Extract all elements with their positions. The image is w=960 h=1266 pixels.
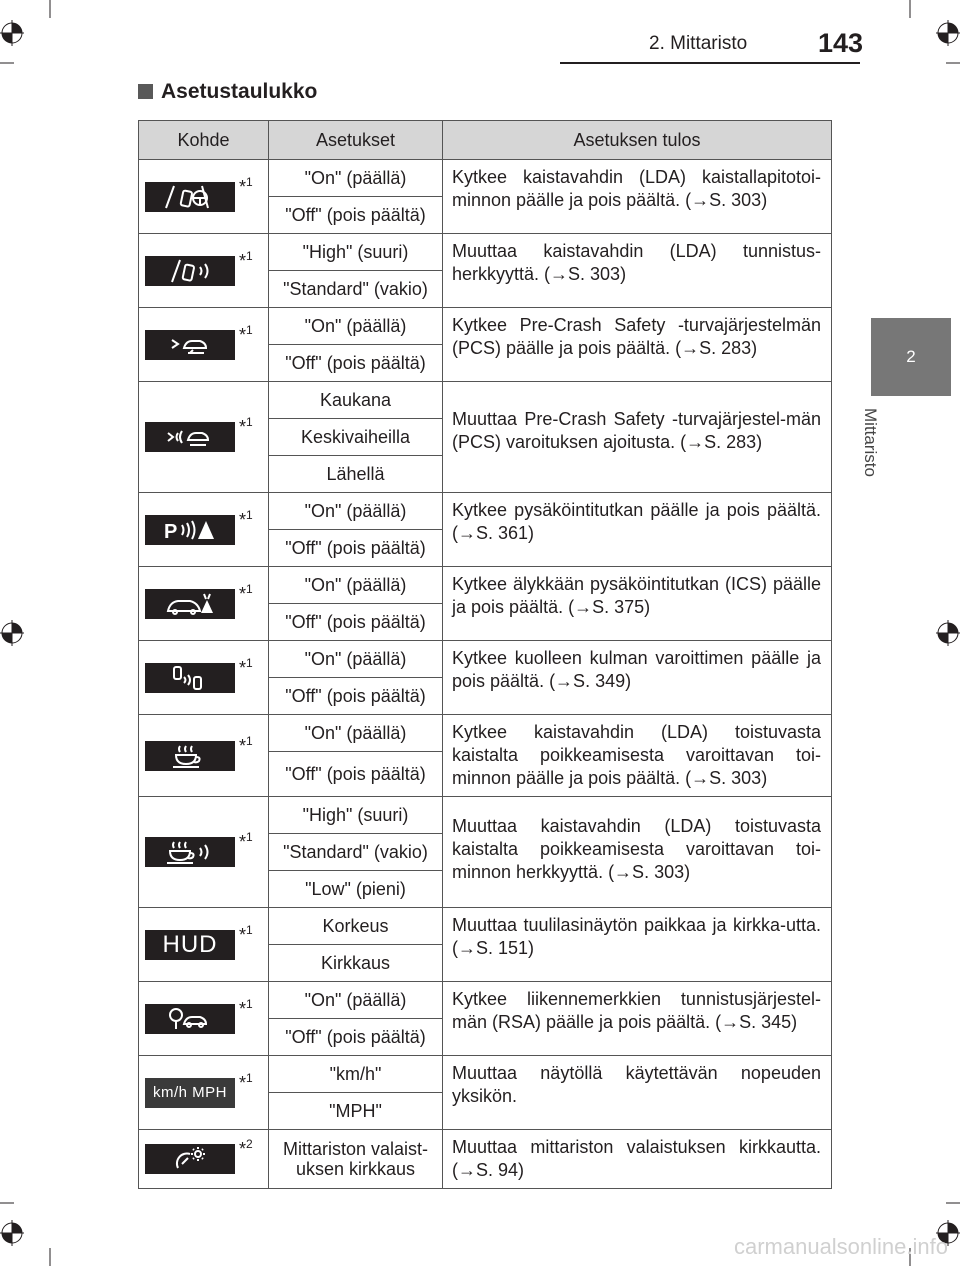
footnote-number: 1 xyxy=(246,1070,253,1085)
footnote-marker: *$^1$ xyxy=(239,655,253,678)
table-row xyxy=(139,308,832,345)
result-cell xyxy=(443,1056,832,1130)
kohde-cell xyxy=(139,908,269,982)
option-cell: "On" (päällä) xyxy=(269,567,443,604)
sway-warning-icon xyxy=(145,741,235,771)
option-cell: "High" (suuri) xyxy=(269,234,443,271)
option-cell: "On" (päällä) xyxy=(269,641,443,678)
result-text: Muuttaa mittariston valaistuksen kirkkautta. (→S. 94) xyxy=(452,1137,821,1180)
option-cell: "On" (päällä) xyxy=(269,160,443,197)
kohde-cell xyxy=(139,308,269,382)
lane-departure-sensitivity-icon xyxy=(145,256,235,286)
footnote-number: 2 xyxy=(246,1137,253,1152)
table-row xyxy=(139,982,832,1019)
result-text: Muuttaa Pre-Crash Safety -turvajärjestel-män (PCS) varoituksen ajoitusta. (→S. 283) xyxy=(452,409,821,452)
column-header-kohde: Kohde xyxy=(139,121,269,160)
chapter-tab: 2 xyxy=(871,318,951,396)
result-cell xyxy=(443,982,832,1056)
result-cell xyxy=(443,382,832,493)
result-text: Kytkee liikennemerkkien tunnistusjärjestel-män (RSA) päälle ja pois päältä. (→S. 345) xyxy=(452,989,821,1032)
chapter-label-text: Mittaristo xyxy=(861,408,880,477)
table-row xyxy=(139,160,832,197)
speed-unit-icon-text: km/h MPH xyxy=(152,1084,227,1101)
watermark: carmanualsonline.info xyxy=(733,1234,948,1259)
footnote-marker: *$^1$ xyxy=(239,248,253,271)
hud-icon xyxy=(145,930,235,960)
meter-brightness-icon xyxy=(145,1144,235,1174)
kohde-cell xyxy=(139,382,269,493)
result-cell xyxy=(443,1130,832,1189)
chapter-label xyxy=(861,408,900,488)
footnote-number: 1 xyxy=(246,830,253,845)
result-text: Muuttaa tuulilasinäytön paikkaa ja kirkka-utta. (→S. 151) xyxy=(452,915,821,958)
footnote-marker: *$^1$ xyxy=(239,733,253,756)
result-text: Kytkee kaistavahdin (LDA) toistuvasta kaistalta poikkeamisesta varoittavan toi-minnon päälle ja pois päältä. (→S. 303) xyxy=(452,722,821,788)
result-text: Kytkee kuolleen kulman varoittimen päälle ja pois päältä. (→S. 349) xyxy=(452,648,821,691)
table-row xyxy=(139,641,832,678)
pre-crash-safety-icon xyxy=(145,330,235,360)
footnote-number: 1 xyxy=(246,581,253,596)
option-cell: "Off" (pois päältä) xyxy=(269,604,443,641)
option-cell: "On" (päällä) xyxy=(269,493,443,530)
result-cell xyxy=(443,493,832,567)
table-row xyxy=(139,908,832,945)
footnote-number: 1 xyxy=(246,996,253,1011)
table-row xyxy=(139,1130,832,1189)
footnote-marker: *$^1$ xyxy=(239,922,253,945)
kohde-cell xyxy=(139,797,269,908)
option-cell: "Off" (pois päältä) xyxy=(269,197,443,234)
header-rule xyxy=(560,62,860,64)
table-row xyxy=(139,715,832,752)
option-cell: "Off" (pois päältä) xyxy=(269,678,443,715)
option-cell: "Off" (pois päältä) xyxy=(269,530,443,567)
footnote-number: 1 xyxy=(246,733,253,748)
footnote-number: 1 xyxy=(246,415,253,430)
footnote-marker: *$^1$ xyxy=(239,322,253,345)
option-cell: "High" (suuri) xyxy=(269,797,443,834)
result-text: Kytkee pysäköintitutkan päälle ja pois päältä. (→S. 361) xyxy=(452,500,821,543)
parking-sensor-icon xyxy=(145,515,235,545)
option-cell: Korkeus xyxy=(269,908,443,945)
kohde-cell xyxy=(139,567,269,641)
kohde-cell xyxy=(139,1056,269,1130)
column-header-tulos: Asetuksen tulos xyxy=(443,121,832,160)
settings-table xyxy=(138,120,832,1189)
footnote-marker: *$^1$ xyxy=(239,830,253,853)
table-row xyxy=(139,234,832,271)
table-row xyxy=(139,382,832,419)
result-text: Muuttaa kaistavahdin (LDA) tunnistus-herkkyyttä. (→S. 303) xyxy=(452,241,821,284)
result-text: Muuttaa kaistavahdin (LDA) toistuvasta kaistalta poikkeamisesta varoittavan toi-minnon herkkyyttä. (→S. 303) xyxy=(452,816,821,882)
heading-square-icon xyxy=(138,84,153,99)
footnote-number: 1 xyxy=(246,922,253,937)
option-cell: "Standard" (vakio) xyxy=(269,271,443,308)
kohde-cell xyxy=(139,234,269,308)
page-number: 143 xyxy=(818,28,864,58)
svg-text:P: P xyxy=(164,520,178,543)
kohde-cell xyxy=(139,641,269,715)
section-heading xyxy=(138,80,317,104)
footnote-number: 1 xyxy=(246,507,253,522)
option-cell: "Off" (pois päältä) xyxy=(269,1019,443,1056)
option-cell: Kirkkaus xyxy=(269,945,443,982)
kohde-cell xyxy=(139,982,269,1056)
result-cell xyxy=(443,234,832,308)
hud-icon-text: HUD xyxy=(162,930,218,958)
option-cell: Mittariston valaist-uksen kirkkaus xyxy=(269,1130,443,1189)
footnote-marker: *$^1$ xyxy=(239,1070,253,1093)
table-row xyxy=(139,493,832,530)
footnote-marker: *$^1$ xyxy=(239,996,253,1019)
footnote-number: 1 xyxy=(246,174,253,189)
heading-text: Asetustaulukko xyxy=(161,80,318,103)
result-text: Muuttaa näytöllä käytettävän nopeuden yksikön. xyxy=(452,1063,821,1106)
table-header-row xyxy=(139,121,832,160)
option-cell: "On" (päällä) xyxy=(269,715,443,752)
option-cell: "Off" (pois päältä) xyxy=(269,345,443,382)
option-cell: "MPH" xyxy=(269,1093,443,1130)
option-cell: "Off" (pois päältä) xyxy=(269,752,443,797)
footnote-marker: *$^1$ xyxy=(239,581,253,604)
road-sign-assist-icon xyxy=(145,1004,235,1034)
result-cell xyxy=(443,641,832,715)
result-cell xyxy=(443,797,832,908)
sway-warning-sensitivity-icon xyxy=(145,837,235,867)
result-cell xyxy=(443,308,832,382)
pre-crash-timing-icon xyxy=(145,422,235,452)
intelligent-clearance-sonar-icon xyxy=(145,589,235,619)
footnote-number: 1 xyxy=(246,322,253,337)
option-cell: "On" (päällä) xyxy=(269,982,443,1019)
result-cell xyxy=(443,715,832,797)
footnote-marker: *$^1$ xyxy=(239,507,253,530)
speed-unit-icon xyxy=(145,1078,235,1108)
column-header-asetukset: Asetukset xyxy=(269,121,443,160)
kohde-cell xyxy=(139,1130,269,1189)
result-text: Kytkee kaistavahdin (LDA) kaistallapitotoi-minnon päälle ja pois päältä. (→S. 303) xyxy=(452,167,821,210)
option-cell: Keskivaiheilla xyxy=(269,419,443,456)
footnote-number: 1 xyxy=(246,655,253,670)
option-cell: "On" (päällä) xyxy=(269,308,443,345)
result-cell xyxy=(443,567,832,641)
section-title: 2. Mittaristo xyxy=(649,33,748,54)
result-text: Kytkee älykkään pysäköintitutkan (ICS) päälle ja pois päältä. (→S. 375) xyxy=(452,574,821,617)
table-row xyxy=(139,797,832,834)
table-row xyxy=(139,567,832,604)
table-row xyxy=(139,1056,832,1093)
kohde-cell xyxy=(139,493,269,567)
option-cell: Kaukana xyxy=(269,382,443,419)
kohde-cell xyxy=(139,160,269,234)
result-cell xyxy=(443,908,832,982)
lane-departure-alert-icon xyxy=(145,182,235,212)
footnote-marker: *$^1$ xyxy=(239,174,253,197)
footnote-marker: *$^1$ xyxy=(239,415,253,438)
option-cell: Lähellä xyxy=(269,456,443,493)
blind-spot-monitor-icon xyxy=(145,663,235,693)
result-cell xyxy=(443,160,832,234)
option-cell: "Standard" (vakio) xyxy=(269,834,443,871)
kohde-cell xyxy=(139,715,269,797)
result-text: Kytkee Pre-Crash Safety -turvajärjestelmän (PCS) päälle ja pois päältä. (→S. 283) xyxy=(452,315,821,358)
footnote-marker: *$^2$ xyxy=(239,1137,253,1160)
option-cell: "Low" (pieni) xyxy=(269,871,443,908)
footnote-number: 1 xyxy=(246,248,253,263)
option-cell: "km/h" xyxy=(269,1056,443,1093)
